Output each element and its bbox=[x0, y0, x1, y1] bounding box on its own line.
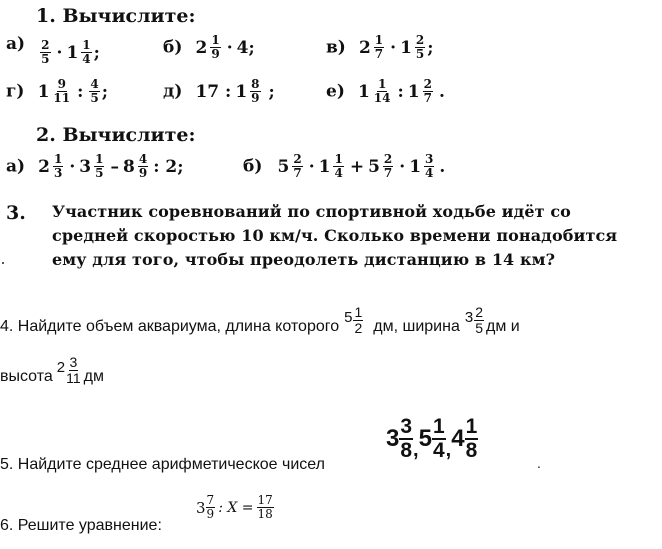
whole-part: 1 bbox=[235, 81, 248, 102]
fraction: $\frac{1}{7}$ bbox=[374, 33, 384, 61]
whole-part: 1 bbox=[400, 37, 412, 58]
whole-part: 5 bbox=[277, 156, 290, 177]
whole-part: 2 bbox=[56, 359, 66, 376]
task6-text: 6. Решите уравнение: bbox=[0, 517, 162, 534]
task5-text: 5. Найдите среднее арифметическое чисел bbox=[0, 456, 325, 473]
fraction: $\frac{1}{2}$ bbox=[354, 304, 363, 336]
whole-part: 2 bbox=[195, 37, 208, 58]
operator: · bbox=[399, 156, 406, 177]
fraction: $\frac{7}{9}$ bbox=[206, 493, 215, 521]
task1-item-g bbox=[6, 78, 108, 105]
task3-line-2: средней скоростью 10 км/ч. Сколько времени понадобится bbox=[52, 226, 618, 245]
task2-label-b: б) bbox=[243, 156, 263, 177]
task1-expr-a bbox=[38, 39, 100, 66]
fraction: $\frac{3}{11}$ bbox=[66, 354, 81, 386]
task6-equation bbox=[196, 494, 274, 521]
whole-part: 1 bbox=[66, 42, 79, 63]
terminator: ; bbox=[268, 81, 275, 102]
separator: , bbox=[413, 439, 419, 461]
operator: · bbox=[69, 156, 76, 177]
task1-heading: 1. Вычислите: bbox=[36, 5, 196, 27]
task2-item-b bbox=[243, 153, 445, 180]
equation-middle: : X = bbox=[218, 499, 254, 516]
fraction: $\frac{2}{7}$ bbox=[293, 152, 302, 180]
task5-numbers bbox=[386, 416, 478, 462]
task4-text-3: дм и bbox=[485, 318, 520, 335]
whole-part: 4 bbox=[451, 425, 465, 452]
whole-part: 3 bbox=[464, 309, 474, 326]
operator: · bbox=[308, 156, 315, 177]
task4-text-2: дм, ширина bbox=[373, 318, 460, 335]
terminator: ; bbox=[93, 42, 100, 63]
task1-item-e bbox=[326, 78, 445, 105]
task4-length-fraction bbox=[344, 305, 363, 336]
fraction: $\frac{3}{4}$ bbox=[425, 152, 434, 180]
fraction: $\frac{1}{4}$ bbox=[334, 152, 343, 180]
fraction: $\frac{17}{18}$ bbox=[257, 493, 273, 521]
fraction: $\frac{1}{9}$ bbox=[211, 33, 220, 61]
fraction: $\frac{4}{9}$ bbox=[138, 152, 148, 180]
task1-label-b: б) bbox=[163, 37, 183, 58]
whole-part: 1 bbox=[357, 81, 370, 102]
task4-text-1: 4. Найдите объем аквариума, длина которого bbox=[0, 318, 340, 335]
operator: – bbox=[110, 156, 119, 177]
task3-number: 3. bbox=[6, 202, 26, 224]
fraction: $\frac{9}{11}$ bbox=[53, 77, 71, 105]
task1-label-a: а) bbox=[6, 34, 26, 54]
fraction: $\frac{1}{4}$ bbox=[432, 415, 445, 462]
task3-line-3: ему для того, чтобы преодолеть дистанцию в 14 км? bbox=[52, 250, 556, 269]
task1-item-d bbox=[163, 78, 275, 105]
fraction: $\frac{2}{5}$ bbox=[415, 33, 425, 61]
stray-dot bbox=[2, 262, 4, 264]
task1-expr-b bbox=[195, 34, 254, 61]
whole-part: 3 bbox=[386, 425, 400, 452]
task2-expr-a bbox=[38, 153, 183, 180]
task2-item-a bbox=[6, 153, 184, 180]
task1-expr-g bbox=[38, 78, 108, 105]
separator: , bbox=[445, 439, 452, 461]
task4-line-1 bbox=[0, 305, 520, 339]
fraction: $\frac{8}{9}$ bbox=[251, 77, 260, 105]
whole-part: 2 bbox=[358, 37, 371, 58]
operator: : bbox=[397, 81, 404, 102]
fraction: $\frac{2}{5}$ bbox=[475, 304, 483, 336]
operand: 4; bbox=[236, 37, 255, 58]
task1-expr-v bbox=[359, 34, 434, 61]
task1-expr-e bbox=[358, 78, 445, 105]
whole-part: 8 bbox=[122, 156, 135, 177]
whole-part: 1 bbox=[407, 81, 420, 102]
operator: : bbox=[77, 81, 84, 102]
task3-text bbox=[52, 200, 617, 272]
fraction: $\frac{1}{4}$ bbox=[82, 38, 91, 66]
operator: + bbox=[349, 156, 365, 177]
terminator: : 2; bbox=[153, 156, 184, 177]
task4-height-fraction bbox=[57, 355, 81, 386]
fraction: $\frac{1}{8}$ bbox=[465, 415, 478, 462]
task1-label-e: е) bbox=[326, 81, 345, 102]
fraction: $\frac{4}{5}$ bbox=[90, 77, 99, 105]
task1-label-g: г) bbox=[6, 81, 25, 102]
task4-text-5: дм bbox=[83, 368, 105, 385]
whole-part: 1 bbox=[409, 156, 422, 177]
whole-part: 1 bbox=[37, 81, 50, 102]
whole-part: 1 bbox=[318, 156, 331, 177]
task4-text-4: высота bbox=[0, 368, 53, 385]
task1-item-a bbox=[6, 34, 100, 66]
fraction: $\frac{1}{5}$ bbox=[95, 152, 104, 180]
whole-part: 3 bbox=[196, 498, 206, 517]
task1-item-b bbox=[163, 34, 255, 61]
task5-end: . bbox=[537, 455, 541, 471]
fraction: $\frac{1}{14}$ bbox=[373, 77, 391, 105]
fraction: $\frac{2}{7}$ bbox=[423, 77, 432, 105]
task1-expr-d bbox=[195, 78, 274, 105]
task2-expr-b bbox=[277, 153, 445, 180]
operand: 17 : bbox=[195, 81, 232, 102]
task1-label-d: д) bbox=[163, 81, 183, 102]
task4-line-2 bbox=[0, 355, 104, 389]
task3-line-1: Участник соревнований по спортивной ходьбе идёт со bbox=[52, 202, 571, 221]
whole-part: 5 bbox=[418, 425, 432, 452]
operator: · bbox=[56, 42, 63, 63]
terminator: . bbox=[438, 81, 445, 102]
terminator: . bbox=[439, 156, 446, 177]
whole-part: 5 bbox=[344, 309, 353, 326]
task1-label-v: в) bbox=[326, 37, 346, 58]
whole-part: 5 bbox=[368, 156, 380, 177]
task2-heading: 2. Вычислите: bbox=[36, 124, 196, 146]
fraction: $\frac{2}{5}$ bbox=[41, 38, 50, 66]
task2-label-a: а) bbox=[6, 156, 26, 177]
terminator: ; bbox=[427, 37, 434, 58]
fraction: $\frac{3}{8}$ bbox=[400, 415, 413, 462]
terminator: ; bbox=[101, 81, 109, 102]
whole-part: 3 bbox=[79, 156, 92, 177]
task1-item-v bbox=[326, 34, 434, 61]
fraction: $\frac{1}{3}$ bbox=[54, 152, 63, 180]
operator: · bbox=[226, 37, 233, 58]
operator: · bbox=[390, 37, 397, 58]
whole-part: 2 bbox=[38, 156, 50, 177]
task4-width-fraction bbox=[465, 305, 484, 336]
fraction: $\frac{2}{7}$ bbox=[383, 152, 393, 180]
